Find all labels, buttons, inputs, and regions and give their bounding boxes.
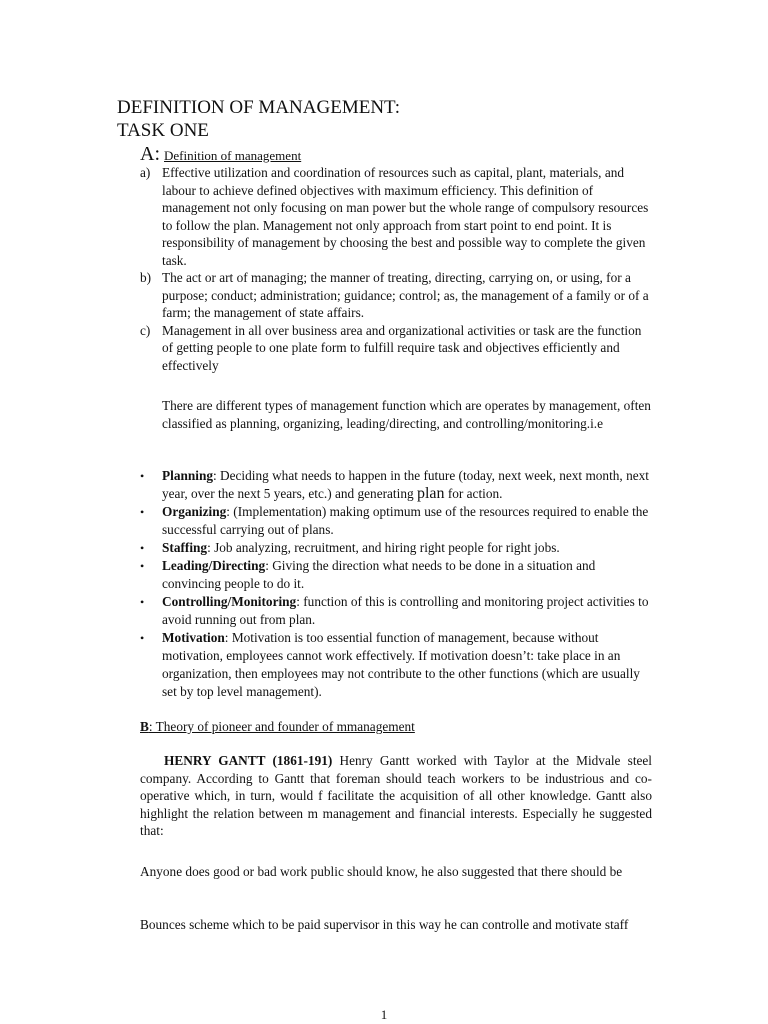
list-marker: a) (140, 165, 151, 180)
function-term: Motivation (162, 630, 225, 645)
section-a-letter: A: (140, 143, 160, 165)
function-description: : (Implementation) making optimum use of the resources required to enable the successful carrying out of plans. (162, 504, 649, 537)
paragraph-bonus-scheme: Bounces scheme which to be paid supervisor in this way he can controlle and motivate staff (140, 917, 629, 932)
section-b-title: : Theory of pioneer and founder of mmanagement (148, 719, 415, 734)
function-term: Organizing (162, 504, 227, 519)
function-item-staffing (140, 539, 654, 557)
function-item-planning (140, 467, 654, 503)
title-line-1: DEFINITION OF MANAGEMENT: (117, 97, 400, 118)
bullet-icon: • (140, 559, 145, 573)
bullet-icon: • (140, 595, 145, 609)
function-description: : Job analyzing, recruitment, and hiring right people for right jobs. (207, 540, 560, 555)
definition-item (140, 322, 652, 375)
function-term: Controlling/Monitoring (162, 594, 297, 609)
definition-text: Effective utilization and coordination of resources such as capital, plant, materials, and labour to achieve defined objectives with maximum efficiency. This definition of management not only focusing on man power but the whole range of compulsory resources to follow the plan. Management not only approach from start point to end point. It is responsibility of management by choosing the best and possible way to complete the given task. (162, 165, 649, 268)
section-a-title: Definition of management (164, 148, 302, 163)
function-item-organizing (140, 503, 654, 539)
section-b-heading (140, 719, 415, 735)
bullet-icon: • (140, 469, 145, 483)
function-description: : Giving the direction what needs to be done in a situation and convincing people to do it. (162, 558, 596, 591)
section-a-heading (140, 143, 301, 166)
paragraph-public-work: Anyone does good or bad work public should know, he also suggested that there should be (140, 864, 623, 879)
title-line-2: TASK ONE (117, 120, 209, 141)
page-number: 1 (380, 1007, 388, 1022)
function-description-end: for action. (444, 486, 503, 501)
gantt-paragraph (140, 752, 652, 840)
functions-bullet-list (140, 467, 654, 701)
functions-intro-paragraph: There are different types of management function which are operates by management, often classified as planning, organizing, leading/directing, and controlling/monitoring.i.e (162, 398, 651, 431)
definition-text: Management in all over business area and organizational activities or task are the function of getting people to one plate form to fulfill require task and objectives efficiently and effectively (162, 322, 642, 373)
definition-item (140, 269, 652, 322)
function-item-leading (140, 557, 654, 593)
section-b-letter: B (140, 719, 149, 734)
function-description: : function of this is controlling and monitoring project activities to avoid running out from plan. (162, 594, 649, 627)
function-term: Leading/Directing (162, 558, 266, 573)
bullet-icon: • (140, 505, 145, 519)
definition-list (140, 164, 652, 374)
definition-text: The act or art of managing; the manner of treating, directing, carrying on, or using, for a purpose; conduct; administration; guidance; control; as, the management of a family or of a farm; the management of state affairs. (162, 270, 649, 320)
function-term: Planning (162, 468, 213, 483)
function-term: Staffing (162, 540, 208, 555)
document-title (117, 96, 400, 142)
bullet-icon: • (140, 631, 145, 645)
function-item-motivation (140, 629, 654, 701)
function-description: : Motivation is too essential function of management, because without motivation, employees cannot work effectively. If motivation doesn’t: take place in an organization, then employees may not contribute to the other functions (which are usually set by top level management). (162, 630, 640, 699)
definition-item (140, 164, 652, 269)
list-marker: c) (140, 322, 151, 338)
function-item-controlling (140, 593, 654, 629)
function-emphasis: plan (416, 485, 445, 502)
list-marker: b) (140, 270, 152, 285)
function-description: : Deciding what needs to happen in the future (today, next week, next month, next year, over the next 5 years, etc.) and generating (162, 468, 649, 501)
gantt-name: HENRY GANTT (1861-191) (164, 753, 333, 768)
gantt-text: Henry Gantt worked with Taylor at the Midvale steel company. According to Gantt that foreman should teach workers to be industrious and co-operative which, in turn, would f facilitate the acquisition of all other knowledge. Gantt also highlight the relation between m management and financial interests. Especially he suggested that: (140, 753, 653, 839)
bullet-icon: • (140, 541, 145, 555)
